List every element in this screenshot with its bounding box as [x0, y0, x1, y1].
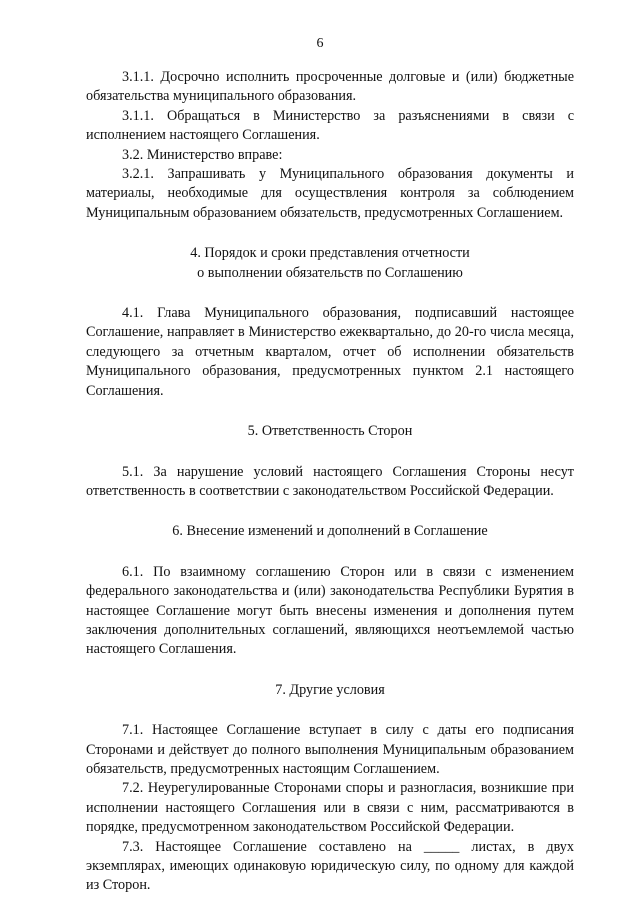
- paragraph-3-1-1-a: 3.1.1. Досрочно исполнить просроченные долговые и (или) бюджетные обязательства муниципального образования.: [86, 69, 574, 105]
- paragraph-3-2: 3.2. Министерство вправе:: [122, 146, 283, 163]
- section-7-heading: 7. Другие условия: [275, 681, 385, 698]
- section-6-heading: 6. Внесение изменений и дополнений в Соглашение: [172, 523, 488, 540]
- paragraph-7-2: 7.2. Неурегулированные Сторонами споры и разногласия, возникшие при исполнении настоящего Соглашения или в связи с ним, рассматриваются в порядке, предусмотренном законодательством Российской Федерации.: [86, 780, 574, 836]
- paragraph-6-1: 6.1. По взаимному соглашению Сторон или в связи с изменением федерального законодательства и (или) законодательства Республики Бурятия в настоящее Соглашение могут быть внесены изменения и дополнения путем заключения дополнительных соглашений, являющихся неотъемлемой частью настоящего Соглашения.: [86, 563, 574, 658]
- document-body: [86, 68, 574, 896]
- section-4-heading-line-2: о выполнении обязательств по Соглашению: [197, 264, 463, 281]
- paragraph-5-1: 5.1. За нарушение условий настоящего Соглашения Стороны несут ответственность в соответствии с законодательством Российской Федерации.: [86, 463, 574, 499]
- paragraph-7-1: 7.1. Настоящее Соглашение вступает в силу с даты его подписания Сторонами и действует до полного выполнения Муниципальным образованием обязательств, предусмотренных настоящим Соглашением.: [86, 722, 574, 777]
- paragraph-3-1-1-b: 3.1.1. Обращаться в Министерство за разъяснениями в связи с исполнением настоящего Соглашения.: [86, 107, 574, 144]
- paragraph-4-1: 4.1. Глава Муниципального образования, подписавший настоящее Соглашение, направляет в Министерство ежеквартально, до 20-го числа месяца, следующего за отчетным кварталом, отчет об исполнении обязательств Муниципального образования, предусмотренных пунктом 2.1 настоящего Соглашения.: [86, 305, 574, 399]
- paragraph-3-2-1: 3.2.1. Запрашивать у Муниципального образования документы и материалы, необходимые для осуществления контроля за соблюдением Муниципальным образованием обязательств, предусмотренных Соглашением.: [86, 166, 574, 221]
- section-4-heading-line-1: 4. Порядок и сроки представления отчетности: [190, 245, 470, 262]
- page-number: 6: [316, 36, 324, 51]
- section-5-heading: 5. Ответственность Сторон: [247, 423, 413, 440]
- paragraph-7-3: 7.3. Настоящее Соглашение составлено на _____ листах, в двух экземплярах, имеющих одинаковую юридическую силу, по одному для каждой из Сторон.: [86, 838, 574, 894]
